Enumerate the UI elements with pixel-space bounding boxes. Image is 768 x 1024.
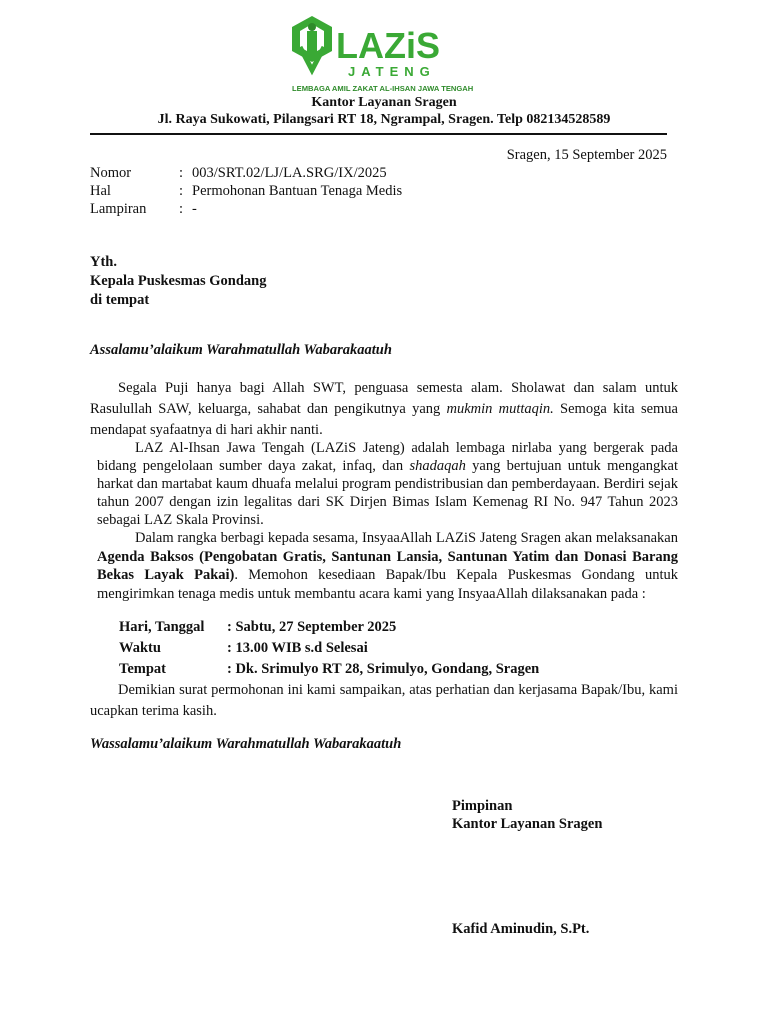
recipient-location: di tempat	[90, 292, 150, 308]
agenda-row-date	[119, 617, 539, 638]
meta-value: -	[192, 201, 197, 217]
agenda-row-place	[119, 659, 539, 680]
agenda-label: Tempat	[119, 661, 166, 677]
recipient-name: Kepala Puskesmas Gondang	[90, 273, 267, 289]
agenda-value: : Dk. Srimulyo RT 28, Srimulyo, Gondang, Sragen	[227, 661, 540, 677]
meta-value: Permohonan Bantuan Tenaga Medis	[192, 183, 403, 199]
meta-colon: :	[179, 165, 184, 181]
p2-text-a: LAZ Al-Ihsan Jawa Tengah (LAZiS Jateng) adalah lembaga nirlaba yang bergerak pada bidang pengelolaan sumber daya zakat, infaq, dan	[97, 440, 678, 474]
logo-main-text: LAZiS	[336, 25, 440, 66]
p3-agenda-title: Agenda Baksos (Pengobatan Gratis, Santunan Lansia, Santunan Yatim dan Donasi Barang Bekas Layak Pakai)	[97, 548, 678, 583]
closing-greeting: Wassalamu’alaikum Warahmatullah Wabarakaatuh	[90, 736, 402, 752]
body-paragraph-1	[90, 378, 678, 441]
logo-tagline-text: LEMBAGA AMIL ZAKAT AL-IHSAN JAWA TENGAH	[292, 84, 474, 93]
signature-block	[452, 797, 602, 833]
agenda-label: Hari, Tanggal	[119, 619, 205, 635]
signature-title: Pimpinan	[452, 798, 513, 814]
p1-text-b: Semoga kita semua mendapat syafaatnya di hari akhir nanti.	[90, 401, 678, 438]
agenda-value: : 13.00 WIB s.d Selesai	[227, 640, 368, 656]
letterhead-office-name: Kantor Layanan Sragen	[311, 95, 457, 110]
signer-name: Kafid Aminudin, S.Pt.	[452, 921, 590, 937]
p1-text-a: Segala Puji hanya bagi Allah SWT, penguasa semesta alam. Sholawat dan salam untuk Rasulullah SAW, keluarga, sahabat dan pengikutnya yang	[90, 380, 678, 417]
letter-date: Sragen, 15 September 2025	[506, 147, 667, 163]
lazis-logo-graphic	[290, 14, 480, 94]
agenda-details	[119, 617, 539, 680]
opening-greeting: Assalamu’alaikum Warahmatullah Wabarakaatuh	[90, 342, 392, 358]
p3-text-a: Dalam rangka berbagi kepada sesama, InsyaaAllah LAZiS Jateng Sragen akan melaksanakan	[135, 530, 678, 546]
agenda-label: Waktu	[119, 640, 161, 656]
p2-emphasis: shadaqah	[409, 458, 466, 474]
p3-text-b: . Memohon kesediaan Bapak/Ibu Kepala Puskesmas Gondang untuk mengirimkan tenaga medis untuk membantu acara kami yang InsyaaAllah dilaksanakan pada :	[97, 567, 678, 602]
meta-label: Lampiran	[90, 201, 147, 217]
meta-row-hal	[90, 182, 402, 200]
recipient-salutation: Yth.	[90, 254, 117, 270]
signature-office: Kantor Layanan Sragen	[452, 816, 603, 832]
body-paragraph-closing: Demikian surat permohonan ini kami sampaikan, atas perhatian dan kerjasama Bapak/Ibu, kami ucapkan terima kasih.	[90, 682, 678, 719]
meta-colon: :	[179, 201, 184, 217]
body-paragraph-3	[97, 529, 678, 603]
agenda-row-time	[119, 638, 539, 659]
agenda-value: : Sabtu, 27 September 2025	[227, 619, 397, 635]
meta-row-lampiran	[90, 200, 402, 218]
meta-label: Nomor	[90, 165, 132, 181]
lazis-logo	[290, 14, 480, 94]
letterhead-divider	[90, 133, 667, 135]
p1-emphasis: mukmin muttaqin.	[446, 401, 554, 417]
recipient-block	[90, 253, 266, 310]
meta-value: 003/SRT.02/LJ/LA.SRG/IX/2025	[192, 165, 387, 181]
letterhead-address: Jl. Raya Sukowati, Pilangsari RT 18, Ngrampal, Sragen. Telp 082134528589	[157, 112, 611, 127]
meta-colon: :	[179, 183, 184, 199]
body-paragraph-2	[97, 439, 678, 529]
logo-sub-text: JATENG	[348, 64, 436, 79]
meta-row-nomor	[90, 164, 402, 182]
letter-meta	[90, 164, 402, 218]
meta-label: Hal	[90, 183, 111, 199]
p2-text-b: yang bertujuan untuk mengangkat harkat dan martabat kaum dhuafa melalui program pendistribusian dan pemberdayaan. Berdiri sejak tahun 2007 dengan izin legalitas dari SK Dirjen Bimas Islam Kemenag RI No. 947 Tahun 2023 sebagai LAZ Skala Provinsi.	[97, 458, 678, 528]
